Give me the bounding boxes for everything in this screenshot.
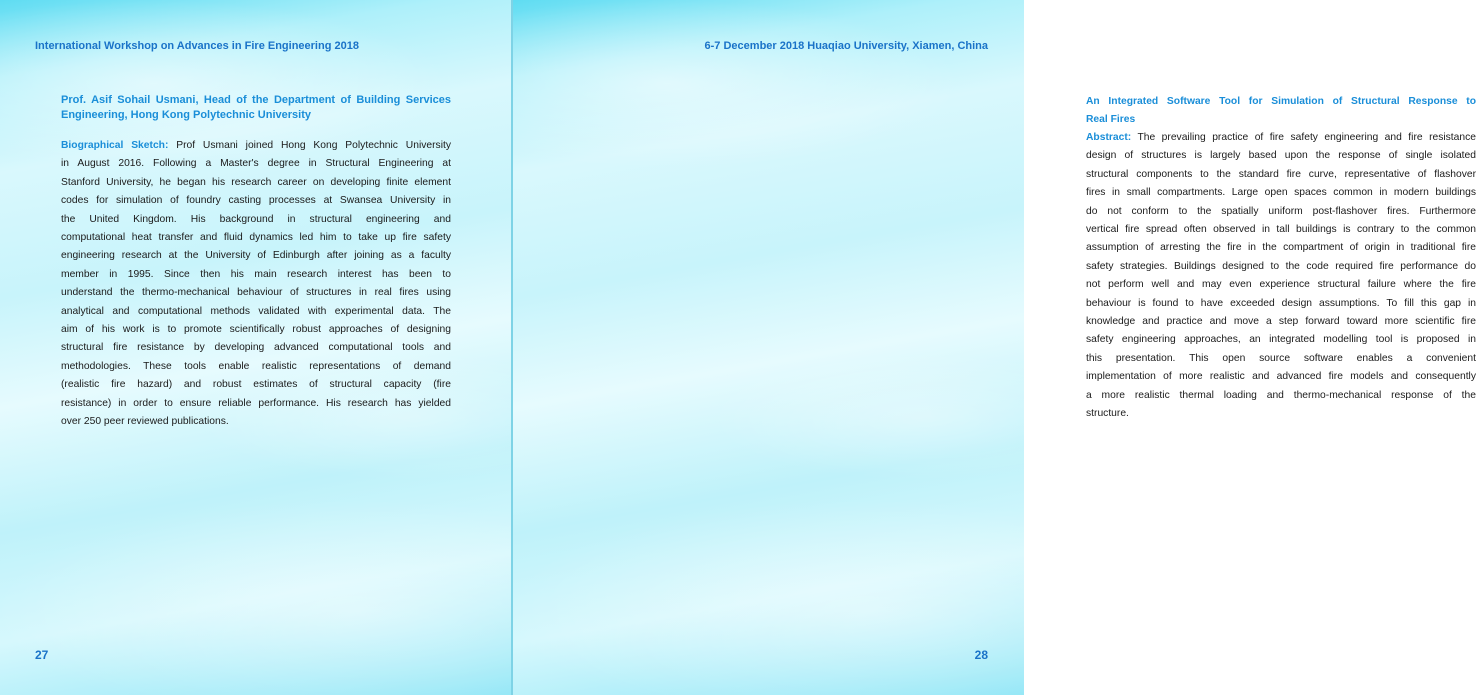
talk-title-line-1: An Integrated Software Tool for Simulation of Structural Response to	[1086, 96, 1476, 107]
bio-line: resistance) in order to ensure reliable performance. His research has yielded	[61, 397, 451, 409]
abstract-label: Abstract:	[1086, 132, 1132, 143]
abstract-line: this presentation. This open source software enables a convenient	[1086, 352, 1476, 364]
bio-line: in August 2016. Following a Master's degree in Structural Engineering at	[61, 158, 451, 170]
page-number-left: 27	[35, 648, 49, 662]
right-page	[513, 0, 1476, 695]
abstract	[1086, 129, 1476, 424]
bio-line: engineering research at the University of Edinburgh after joining as a faculty	[61, 250, 451, 262]
running-head-left: International Workshop on Advances in Fire Engineering 2018	[35, 40, 359, 52]
bio-line: Stanford University, he began his research career on developing finite element	[61, 176, 451, 188]
bio-line: structural fire resistance by developing advanced computational tools and	[61, 342, 451, 354]
speaker-name	[61, 93, 451, 123]
abstract-line: implementation of more realistic and advanced fire models and consequently	[1086, 371, 1476, 383]
bio-label: Biographical Sketch:	[61, 140, 169, 151]
bio-line: codes for simulation of foundry casting processes at Swansea University in	[61, 195, 451, 207]
abstract-line: knowledge and practice and move a step forward toward more scientific fire	[1086, 316, 1476, 328]
bio-line: understand the thermo-mechanical behaviour of structures in real fires using	[61, 287, 451, 299]
abstract-line: safety strategies. Buildings designed to the code required fire performance do	[1086, 260, 1476, 272]
page-number-right: 28	[974, 648, 988, 662]
abstract-line: structural components to the standard fire curve, representative of flashover	[1086, 168, 1476, 180]
abstract-line: Abstract: The prevailing practice of fire safety engineering and fire resistance	[1086, 132, 1476, 143]
biographical-sketch	[61, 137, 451, 432]
abstract-line: assumption of arresting the fire in the compartment of origin in traditional fire	[1086, 242, 1476, 254]
bio-line: over 250 peer reviewed publications.	[61, 416, 229, 428]
abstract-line: a more realistic thermal loading and thermo-mechanical response of the	[1086, 389, 1476, 401]
abstract-line: not perform well and may even experience structural failure where the fire	[1086, 279, 1476, 291]
bio-line: Biographical Sketch: Prof Usmani joined Hong Kong Polytechnic University	[61, 140, 451, 151]
bio-line: (realistic fire hazard) and robust estimates of structural capacity (fire	[61, 379, 451, 391]
speaker-name-line-1: Prof. Asif Sohail Usmani, Head of the Department of Building Services	[61, 94, 451, 106]
running-head-right: 6-7 December 2018 Huaqiao University, Xiamen, China	[704, 40, 988, 52]
abstract-line: behaviour is found to have exceeded design assumptions. To fill this gap in	[1086, 297, 1476, 309]
abstract-line: design of structures is largely based upon the response of single isolated	[1086, 150, 1476, 162]
abstract-line: do not conform to the spatially uniform post-flashover fires. Furthermore	[1086, 205, 1476, 217]
bio-line: methodologies. These tools enable realistic representations of demand	[61, 360, 451, 372]
abstract-line: vertical fire spread often observed in tall buildings is contrary to the common	[1086, 224, 1476, 236]
bio-line: the United Kingdom. His background in structural engineering and	[61, 213, 451, 225]
left-page	[0, 0, 511, 695]
abstract-line: structure.	[1086, 408, 1129, 420]
bio-line: member in 1995. Since then his main research interest has been to	[61, 268, 451, 280]
bio-line: analytical and computational methods validated with experimental data. The	[61, 305, 451, 317]
speaker-name-line-2: Engineering, Hong Kong Polytechnic University	[61, 109, 311, 121]
abstract-line: fires in small compartments. Large open spaces common in modern buildings	[1086, 187, 1476, 199]
talk-title	[1086, 93, 1476, 130]
abstract-line: safety engineering approaches, an integrated modelling tool is proposed in	[1086, 334, 1476, 346]
bio-line: aim of his work is to promote scientifically robust approaches of designing	[61, 324, 451, 336]
bio-line: computational heat transfer and fluid dynamics led him to take up fire safety	[61, 232, 451, 244]
talk-title-line-2: Real Fires	[1086, 114, 1136, 126]
